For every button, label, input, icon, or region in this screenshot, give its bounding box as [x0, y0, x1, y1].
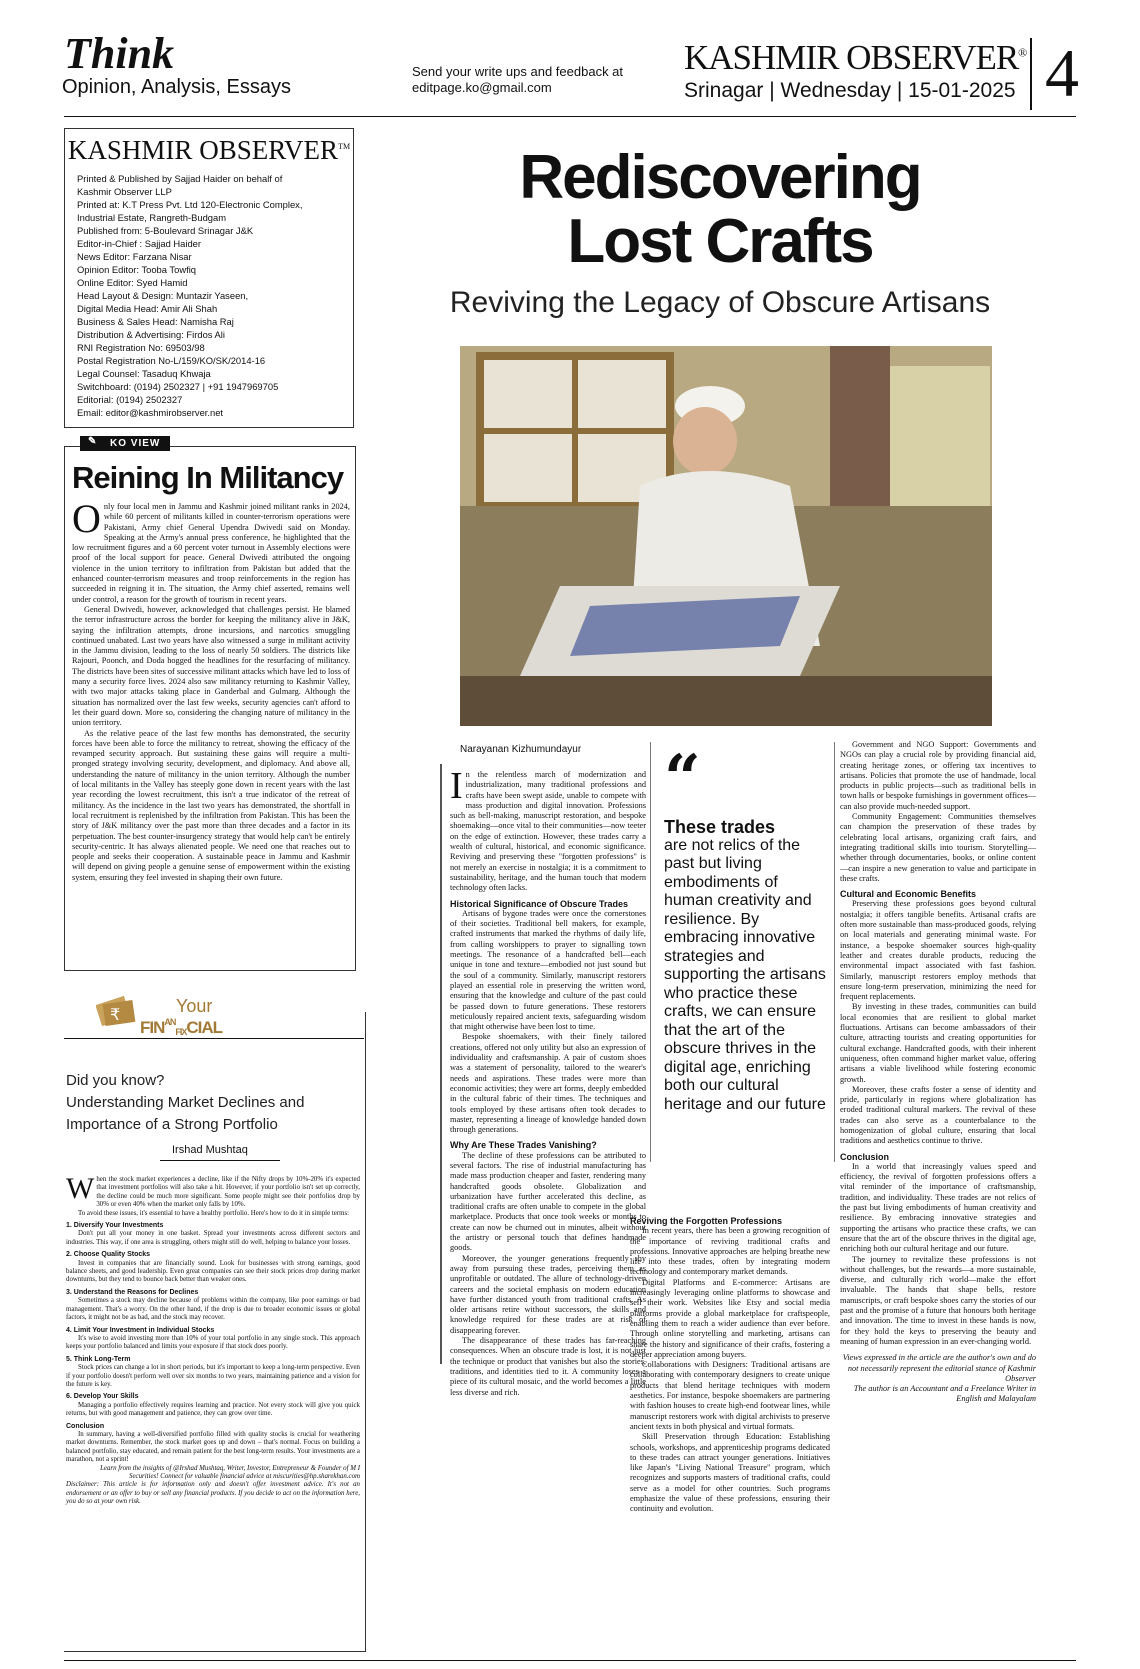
finance-paragraph: Don't put all your money in one basket. Spread your investments across different sectors and industries. This way, if one area is struggling, others might still do well, helping to balance your losses. [66, 1230, 360, 1246]
editorial-tag-label: KO VIEW [110, 438, 161, 449]
impressum-line: Kashmir Observer LLP [77, 186, 172, 197]
article-subheading: Reviving the Forgotten Professions [630, 1216, 783, 1226]
finance-title-line: Did you know? [66, 1072, 165, 1089]
impressum-line: Head Layout & Design: Muntazir Yaseen, [77, 290, 249, 301]
impressum-line: Printed & Published by Sajjad Haider on behalf of [77, 173, 283, 184]
article-subheading: Why Are These Trades Vanishing? [450, 1140, 597, 1151]
article-paragraph: Artisans of bygone trades were once the cornerstones of their societies. Traditional bell makers, for example, crafted instruments that marked the rhythms of daily life, from calling worshippers to prayer to signalling town meetings. The resonance of a handcrafted bell—each unique in tone and texture—embodied not just sound but the soul of a community. Similarly, manuscript restorers played an essential role in preserving the written word, ensuring that the knowledge and culture of the past could be passed down to future generations. These restorers meticulously repaired ancient texts, safeguarding wisdom that might otherwise have been lost to time. [450, 908, 646, 1032]
article-left-rule [440, 764, 442, 1364]
finance-paragraph: Stock prices can change a lot in short periods, but it's important to keep a long-term perspective. Even if your portfolio doesn't perform well over six months to two years, maintaining patience and a vision for the future is key. [66, 1364, 360, 1388]
finance-logo-fin: FIN [140, 1018, 165, 1037]
finance-heading: 1. Diversify Your Investments [66, 1222, 164, 1230]
article-paragraph: In recent years, there has been a growing recognition of the importance of reviving traditional crafts and professions. Innovative approaches are helping breathe new life into these trades, often by integrating modern technology and contemporary market demands. [630, 1226, 830, 1277]
editorial-paragraph: As the relative peace of the last few months has demonstrated, the security forces have been able to force the militancy to retreat, showing the efficacy of the revamped security approach. But sustaining these gains will require a multi-pronged strategy involving security, development, and diplomacy. And above all, understanding the nature of militancy in the union territory. Although the number of local militants in the Valley has steeply gone down in recent years with the last year recording the lowest recruitment, this isn't a true indicator of the retreat of militancy. As the incidence in the last two years has demonstrated, the shortfall in local recruitment is replenished by the infiltration from Pakistan. This has been the story of J&K militancy over the past more than three decades and a factor in its perpetuation. The best counter-insurgency strategy that would help can't be entirely security-centric. It has always alienated people. We need one that reaches out to people and seeks their cooperation. A sustainable peace in Jammu and Kashmir will depend on giving people a genuine sense of empowerment within the existing system, ensuring they feel invested in shaping their own future. [72, 728, 350, 882]
section-title: Think [64, 29, 175, 78]
header-rule [64, 116, 1076, 117]
quote-text [656, 818, 830, 1114]
finance-heading: 2. Choose Quality Stocks [66, 1251, 151, 1259]
finance-author-rule [160, 1160, 280, 1161]
impressum-list [65, 166, 353, 425]
editorial-paragraph: nly four local men in Jammu and Kashmir joined militant ranks in 2024, while 60 percent of militants killed in counter-terrorism operations were Pakistani, Army chief General Upendra Dwivedi said on Monday. Speaking at the Army's annual press conference, he highlighted that the low recruitment figures and a 60 percent voter turnout in Assembly elections were proof of the local support for peace. General Dwivedi attributed the ongoing violence in the union territory to infiltration from Pakistan but added that the enhanced counter-terrorism measures and troop reinforcements in the region has succeeded in reigning it in. The situation, the Army chief asserted, remains well under control, a reason for the growth of tourism in recent years. [72, 502, 350, 604]
impressum-line: Distribution & Advertising: Firdos Ali [77, 329, 225, 340]
finance-title-line: Understanding Market Declines and [66, 1094, 305, 1111]
quote-body: are not relics of the past but living embodiments of human creativity and resilience. By embracing innovative strategies and supporting the artisans who practice these crafts, we can ensure that the art of the obscure thrives in the digital age, enriching both our cultural heritage and our future [664, 836, 826, 1113]
page-number: 4 [1045, 35, 1079, 111]
finance-logo-fix: FIX [175, 1027, 187, 1037]
finance-logo-your: Your [176, 996, 213, 1016]
finance-paragraph: hen the stock market experiences a decline, like if the Nifty drops by 10%-20% it's expected that investment portfolios will also take a hit. However, if your portfolio isn't set up correctly, the decline could be much more significant. Some people might see their portfolios drop by 30% or even 40% when the market only falls by 10%. [96, 1176, 360, 1209]
trademark-mark: TM [338, 142, 351, 151]
article-photo [460, 346, 992, 726]
quote-right-rule [834, 742, 835, 1162]
article-column-3 [840, 740, 1036, 1405]
article-paragraph: Digital Platforms and E-commerce: Artisans are increasingly leveraging online platforms to showcase and sell their work. Websites like Etsy and social media platforms provide a global marketplace for craftspeople, enabling them to reach a wider audience than ever before. Through online storytelling and marketing, artisans can share the history and significance of their crafts, fostering a deeper appreciation among buyers. [630, 1277, 830, 1359]
finance-dropcap: W [66, 1172, 95, 1205]
article-paragraph: Moreover, the younger generations frequently shy away from pursuing these trades, perceiving them as unprofitable or outdated. The allure of technology-driven careers and the societal emphasis on modern education have further distanced youth from traditional crafts. As older artisans retire without successors, the skills and knowledge required for these trades are at risk of disappearing forever. [450, 1253, 646, 1335]
finance-logo-an: AN [164, 1017, 176, 1027]
quote-left-rule [650, 742, 651, 1162]
impressum-line: Published from: 5-Boulevard Srinagar J&K [77, 225, 254, 236]
editorial-dropcap: O [72, 496, 101, 541]
editorial-body [72, 496, 350, 883]
article-dropcap: I [450, 765, 463, 807]
finance-logo-word [140, 1017, 250, 1038]
quote-lead: These trades [664, 817, 776, 837]
impressum-line: Postal Registration No-L/159/KO/SK/2014-16 [77, 355, 266, 366]
article-paragraph: The journey to revitalize these professions is not without challenges, but the rewards—a more sustainable, diverse, and culturally rich world—make the effort invaluable. The hands that shape bells, restore manuscripts, or craft bespoke shoes carry the stories of our past and the promise of a future that honours both heritage and innovation. The time to invest in these hands is now, for they hold the keys to preserving the beauty and meaning of human expression in an ever-changing world. [840, 1254, 1036, 1346]
masthead [684, 38, 1026, 78]
impressum-line: Printed at: K.T Press Pvt. Ltd 120-Electronic Complex, [77, 199, 303, 210]
finance-paragraph: Sometimes a stock may decline because of problems within the company, like poor earnings or bad management. That's a worry. On the other hand, if the drop is due to broader economic issues or global factors, it might not be as bad, and the stock may recover. [66, 1297, 360, 1322]
finance-paragraph: To avoid these issues, it's essential to have a healthy portfolio. Here's how to do it in simple terms: [78, 1209, 350, 1217]
finance-heading: 6. Develop Your Skills [66, 1393, 139, 1401]
impressum-email[interactable]: Email: editor@kashmirobserver.net [77, 407, 224, 418]
impressum-line: Switchboard: (0194) 2502327 | +91 1947969705 [77, 381, 279, 392]
article-paragraph: Moreover, these crafts foster a sense of identity and pride, particularly in regions where globalization has eroded traditional cultural markers. The revival of these trades can also serve as a counterbalance to the homogenization of global culture, ensuring that local traditions and aesthetics continue to thrive. [840, 1084, 1036, 1146]
article-column-1 [450, 765, 646, 1398]
feedback-email[interactable]: editpage.ko@gmail.com [412, 80, 552, 95]
article-title [460, 143, 980, 276]
article-subheading: Historical Significance of Obscure Trades [450, 898, 629, 909]
impressum-logo-text: KASHMIR OBSERVER [67, 135, 339, 165]
finance-paragraph: In summary, having a well-diversified portfolio filled with quality stocks is crucial for weathering market downturns. Remember, the stock market goes up and down – that's normal. Focus on building a balanced portfolio, stay educated, and remain patient for the best long-term results. Your investments are a marathon, not a sprint! [66, 1430, 360, 1464]
article-column-2 [630, 1216, 830, 1515]
svg-text:₹: ₹ [110, 1005, 121, 1024]
article-title-line: Rediscovering [519, 143, 921, 212]
impressum-line: Online Editor: Syed Hamid [77, 277, 188, 288]
quote-icon: “ [664, 741, 701, 816]
article-title-line: Lost Crafts [567, 207, 873, 276]
impressum-logo [65, 135, 353, 166]
impressum-line: Opinion Editor: Tooba Towfiq [77, 264, 196, 275]
impressum-line: Editor-in-Chief : Sajjad Haider [77, 238, 202, 249]
pull-quote [656, 741, 830, 1114]
article-paragraph: Government and NGO Support: Governments and NGOs can play a crucial role by providing financial aid, creating heritage zones, or offering tax incentives to artisans. Policies that promote the use of handmade, local products in public projects—such as traditional bells in town halls or bespoke furnishings in government offices—can also provide much-needed support. [840, 740, 1036, 811]
article-paragraph: Community Engagement: Communities themselves can champion the preservation of these trades by celebrating local artisans, organizing craft fairs, and integrating traditional skills into tourism. Storytelling—whether through documentaries, books, or online content—can inspire a new generation to value and participate in these crafts. [840, 812, 1036, 883]
editorial-title: Reining In Militancy [72, 460, 344, 495]
impressum-line: Legal Counsel: Tasaduq Khwaja [77, 368, 211, 379]
finance-title-line: Importance of a Strong Portfolio [66, 1116, 278, 1133]
impressum-box [64, 128, 354, 428]
editorial-paragraph: General Dwivedi, however, acknowledged that challenges persist. He blamed the terror infrastructure across the border for keeping the militancy alive in J&K, saying the infiltration attempts, drone incursions, and narcotics smuggling continued unabated. Last two years have also witnessed a surge in militant activity in the Jammu division, leading to the loss of nearly 50 soldiers. The districts like Rajouri, Poonch, and Doda hogged the headlines for the resurfacing of militancy. The districts have been sites of successive militant attacks which have led to loss of many a security force lives. 2024 also saw militancy returning to Kashmir Valley, with two major attacks taking place in Ganderbal and Gulmarg. Although the situation has normalized over the last few weeks, security agencies can't afford to let their guard down. More so, considering the changing nature of militancy in the union territory. [72, 604, 350, 728]
dateline: Srinagar | Wednesday | 15-01-2025 [684, 79, 1016, 102]
header-divider [1030, 38, 1032, 110]
article-subtitle: Reviving the Legacy of Obscure Artisans [449, 286, 991, 319]
article-disclaimer: Views expressed in the article are the author's own and do not necessarily represent the editorial stance of Kashmir Observer [842, 1353, 1036, 1383]
finance-title [66, 1070, 366, 1136]
finance-logo [140, 996, 250, 1038]
article-paragraph: Bespoke shoemakers, with their finely tailored creations, offered not only utility but also an expression of individuality and craftsmanship. A pair of custom shoes was a statement of personality, tailored to the wearer's needs and aspirations. These trades were more than economic activities; they were art forms, deeply embedded in the cultural fabric of their times. The techniques and tools employed by these artisans often took decades to master, representing a lineage of knowledge handed down through generations. [450, 1032, 646, 1135]
feedback-note [412, 64, 623, 96]
finance-heading: Conclusion [66, 1422, 105, 1430]
artisan-loom-illustration [460, 346, 992, 726]
finance-body [66, 1172, 360, 1507]
impressum-line: News Editor: Farzana Nisar [77, 251, 192, 262]
finance-logo-cial: CIAL [186, 1018, 223, 1037]
finance-heading: 5. Think Long-Term [66, 1355, 131, 1363]
finance-heading: 4. Limit Your Investment in Individual Stocks [66, 1326, 215, 1334]
registered-mark: ® [1018, 45, 1027, 60]
footer-rule [64, 1660, 1076, 1661]
finance-paragraph: Managing a portfolio effectively requires learning and practice. Not every stock will give you quick returns, but with good management and patience, they can grow over time. [66, 1401, 360, 1418]
impressum-line: Industrial Estate, Rangreth-Budgam [77, 212, 227, 223]
impressum-line: RNI Registration No: 69503/98 [77, 342, 205, 353]
article-paragraph: Preserving these professions goes beyond cultural nostalgia; it offers tangible benefits. Artisanal crafts are often more sustainable than mass-produced goods, relying on local materials and generating minimal waste. For instance, a bespoke shoemaker sources high-quality leather and creates durable products, reducing the environmental impact associated with fast fashion. Similarly, manuscript restorers employ methods that ensure long-term preservation, minimizing the need for frequent replacements. [840, 899, 1036, 1002]
finance-credit: Learn from the insights of @Irshad Mushtaq, Writer, Investor, Entrepreneur & Founder of M I Securities! Connect for valuable financial advice at miscurities@hp.sharekhan.com [100, 1464, 360, 1480]
impressum-line: Digital Media Head: Amir Ali Shah [77, 303, 218, 314]
article-subheading: Conclusion [840, 1151, 889, 1162]
impressum-line: Editorial: (0194) 2502327 [77, 394, 183, 405]
finance-paragraph: It's wise to avoid investing more than 10% of your total portfolio in any single stock. This approach keeps your portfolio balanced and limits your exposure if that stock does poorly. [66, 1334, 360, 1351]
section-subtitle: Opinion, Analysis, Essays [62, 76, 291, 98]
finance-paragraph: Invest in companies that are financially sound. Look for businesses with strong earnings, good balance sheets, and good leadership. Even great companies can see their stock prices drop during market downturns, but they tend to bounce back better than weaker ones. [66, 1259, 360, 1284]
article-paragraph: n the relentless march of modernization and industrialization, many traditional professions and crafts have been swept aside, unable to compete with mass production and digital innovation. Professions such as bell-making, manuscript restoration, and bespoke shoemaking—once vital to their communities—now teeter on the edge of extinction. However, these trades carry a wealth of cultural, historical, and economic significance. Reviving and preserving these "forgotten professions" is not merely an exercise in nostalgia; it is a commitment to sustainability, heritage, and the human touch that modern technology often lacks. [450, 770, 646, 893]
finance-disclaimer: Disclaimer: This article is for information only and doesn't offer investment advice. It's not an endorsement or an offer to buy or sell any financial products. If you decide to act on the information here, you do so at your own risk. [66, 1481, 360, 1506]
impressum-line: Business & Sales Head: Namisha Raj [77, 316, 234, 327]
masthead-text: KASHMIR OBSERVER [684, 38, 1019, 77]
article-paragraph: By investing in these trades, communities can build local economies that are resilient to global market fluctuations. Artisans can become ambassadors of their culture, attracting tourists and creating opportunities for cultural exchange. Handcrafted goods, with their inherent uniqueness, often command higher market value, offering artisans a viable livelihood while fostering economic growth. [840, 1002, 1036, 1084]
article-paragraph: The decline of these professions can be attributed to several factors. The rise of industrial manufacturing has made mass production cheaper and faster, rendering many handcrafted goods obsolete. Globalization and urbanization have further accelerated this decline, as traditional crafts are often unable to compete in the global marketplace. Products that once took weeks or months to create can now be churned out in minutes, albeit without the artistry or personal touch that defines handmade goods. [450, 1150, 646, 1253]
article-subheading: Cultural and Economic Benefits [840, 889, 977, 900]
rupee-notes-icon [96, 994, 142, 1034]
article-byline: Narayanan Kizhumundayur [460, 744, 582, 755]
article-paragraph: Collaborations with Designers: Traditional artisans are collaborating with contemporary designers to create unique products that blend heritage techniques with modern aesthetics. For instance, bespoke shoemakers are partnering with fashion houses to create high-end footwear lines, while manuscript restorers work with digital archivists to preserve ancient texts in both physical and virtual formats. [630, 1360, 830, 1431]
finance-author: Irshad Mushtaq [172, 1144, 248, 1156]
author-note: The author is an Accountant and a Freelance Writer in English and Malayalam [853, 1384, 1036, 1404]
article-paragraph: Skill Preservation through Education: Establishing schools, workshops, and apprenticeship programs dedicated to these trades can attract younger generations. Initiatives like Japan's "Living National Treasure" program, which recognizes and supports masters of traditional crafts, could serve as a model for other countries. Such programs emphasize the value of these professions, ensuring their continuity and evolution. [630, 1432, 830, 1514]
pen-icon: ✎ [88, 436, 98, 447]
finance-logo-rule [64, 1038, 364, 1039]
article-paragraph: In a world that increasingly values speed and efficiency, the revival of forgotten professions offers a vital reminder of the importance of craftsmanship, tradition, and individuality. These trades are not relics of the past but living embodiments of human creativity and resilience. By embracing innovative strategies and supporting the artisans who practice these crafts, we can ensure that the art of the obscure thrives in the digital age, enriching both our cultural heritage and our future. [840, 1161, 1036, 1254]
editorial-tag [80, 436, 170, 451]
feedback-line: Send your write ups and feedback at [412, 64, 624, 79]
finance-heading: 3. Understand the Reasons for Declines [66, 1288, 199, 1296]
article-paragraph: The disappearance of these trades has far-reaching consequences. When an obscure trade is lost, it is not just the technique or product that vanishes but also the stories, traditions, and identities tied to it. A community loses a piece of its cultural mosaic, and the world becomes a little less diverse and rich. [450, 1336, 646, 1397]
